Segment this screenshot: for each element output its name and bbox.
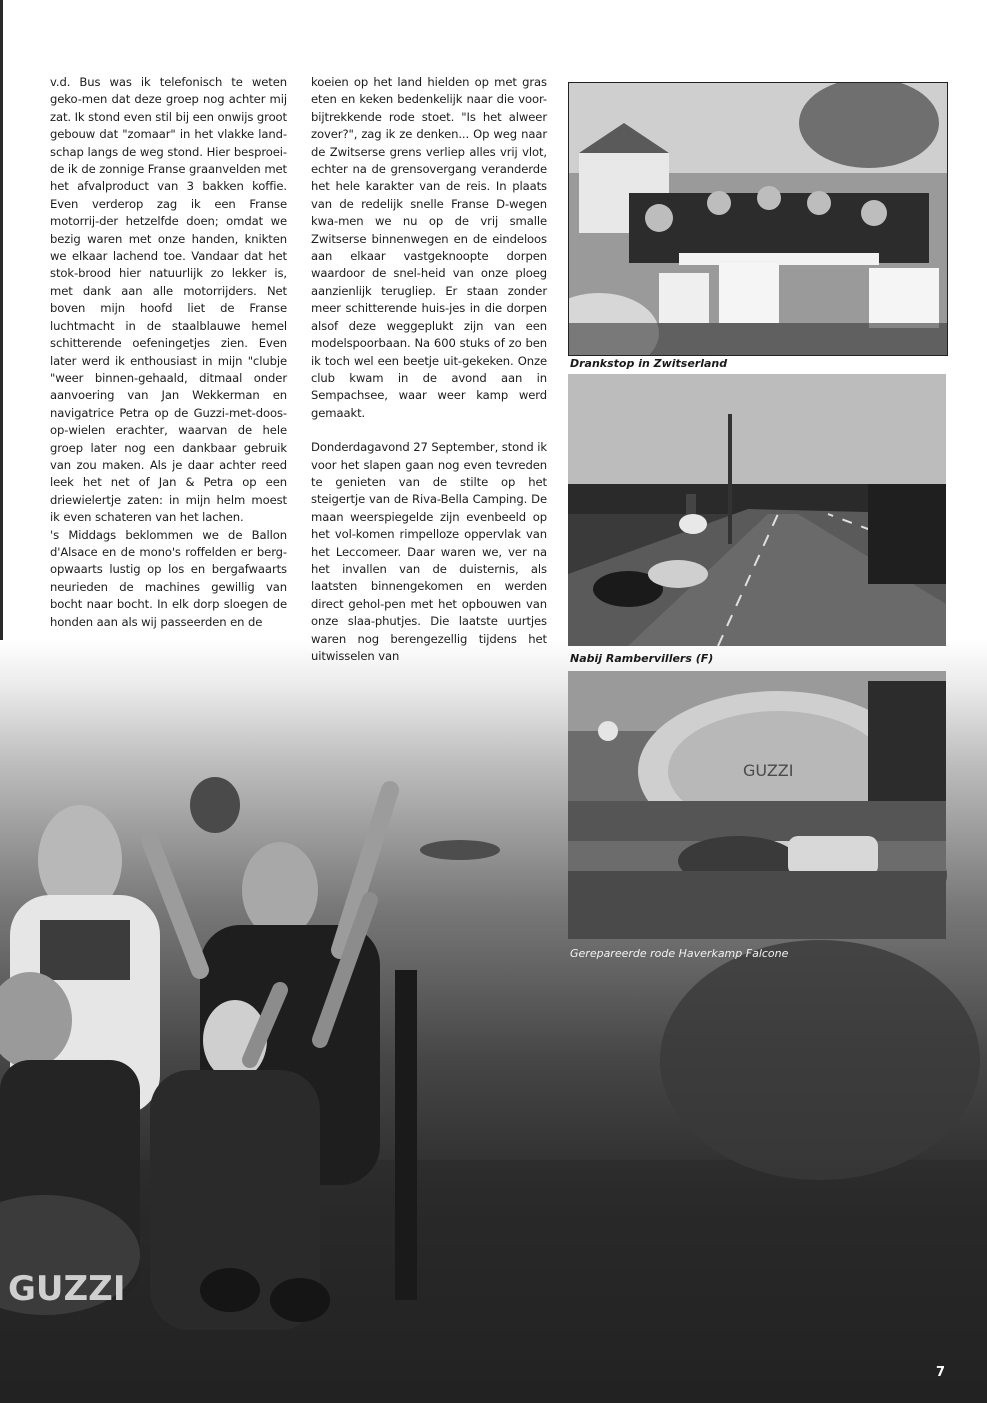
text-column-2	[311, 74, 547, 665]
paragraph: v.d. Bus was ik telefonisch te weten geko-men dat deze groep nog achter mij zat. Ik stond even stil bij een onwijs groot gebouw dat "zomaar" in het vlakke land-schap langs de weg stond. Hier besproei-de ik de zonnige Franse graanvelden met het afvalproduct van 3 bakken koffie. Even verderop zag ik een Franse motorrij-der hetzelfde doen; omdat we bezig waren met onze handen, knikten we elkaar lachend toe. Vandaar dat het stok-brood hier natuurlijk zo lekker is, met dank aan alle motorrijders. Net boven mijn hoofd liet de Franse luchtmacht in de staalblauwe hemel schitterende oefeningetjes zien. Even later werd ik enthousiast in mijn "clubje "weer binnen-gehaald, ditmaal onder aanvoering van Jan Wekkerman en navigatrice Petra op de Guzzi-met-doos-op-wielen erachter, waarvan de hele groep later nog een dankbaar gebruik van zou maken. Als je daar achter reed leek het net of Jan & Petra op een driewielertje zaten: in mijn helm moest ik even schateren van het lachen.	[50, 75, 287, 525]
text-column-1	[50, 74, 287, 631]
paragraph: koeien op het land hielden op met gras eten en keken bedenkelijk naar die voor-bijtrekkende rode stoet. "Is het alweer zover?", zag ik ze denken... Op weg naar de Zwitserse grens verliep alles vrij vlot, echter na de grensovergang veranderde het hele karakter van de reis. In plaats van de redelijk snelle Franse D-wegen kwa-men we nu op de vrij smalle Zwitserse binnenwegen en de eindeloos aan elkaar vastgeknoopte dorpen waardoor de snel-heid van onze ploeg aanzienlijk terugliep. Er staan zonder meer schitterende huis-jes in die dorpen alsof deze weggeplukt zijn van een modelspoorbaan. Na 600 stuks of zo ben ik toch wel een beetje uit-gekeken. Onze club kwam in de avond aan in Sempachsee, waar weer kamp werd gemaakt.	[311, 75, 547, 420]
page-number: 7	[936, 1365, 946, 1380]
engine-art	[568, 671, 946, 939]
engine-text: GUZZI	[743, 761, 794, 780]
paragraph: Donderdagavond 27 September, stond ik voor het slapen gaan nog even tevreden te genieten van de stilte op het steigertje van de Riva-Bella Camping. De maan weerspiegelde zijn evenbeeld op het vol-komen rimpelloze oppervlak van het Leccomeer. Daar waren we, ver na het invallen van de duisternis, als laatsten binnengekomen en werden direct gehol-pen met het opbouwen van onze slaa-phutjes. Die laatste uurtjes waren nog berengezellig tijdens het uitwisselen van	[311, 440, 547, 663]
caption-road: Nabij Rambervillers (F)	[570, 652, 714, 665]
photo-engine	[568, 671, 946, 939]
caption-engine: Gerepareerde rode Haverkamp Falcone	[570, 947, 789, 960]
guzzi-logo-text: GUZZI	[8, 1269, 126, 1309]
drankstop-art	[569, 83, 947, 355]
road-art	[568, 374, 946, 646]
caption-drankstop: Drankstop in Zwitserland	[570, 357, 728, 370]
photo-road	[568, 374, 946, 646]
photo-drankstop	[568, 82, 948, 356]
paragraph: 's Middags beklommen we de Ballon d'Alsace en de mono's roffelden er berg-opwaarts lustig op los en bergafwaarts neurieden de machines gewillig van bocht naar bocht. In elk dorp sloegen de honden aan als wij passeerden en de	[50, 527, 287, 629]
